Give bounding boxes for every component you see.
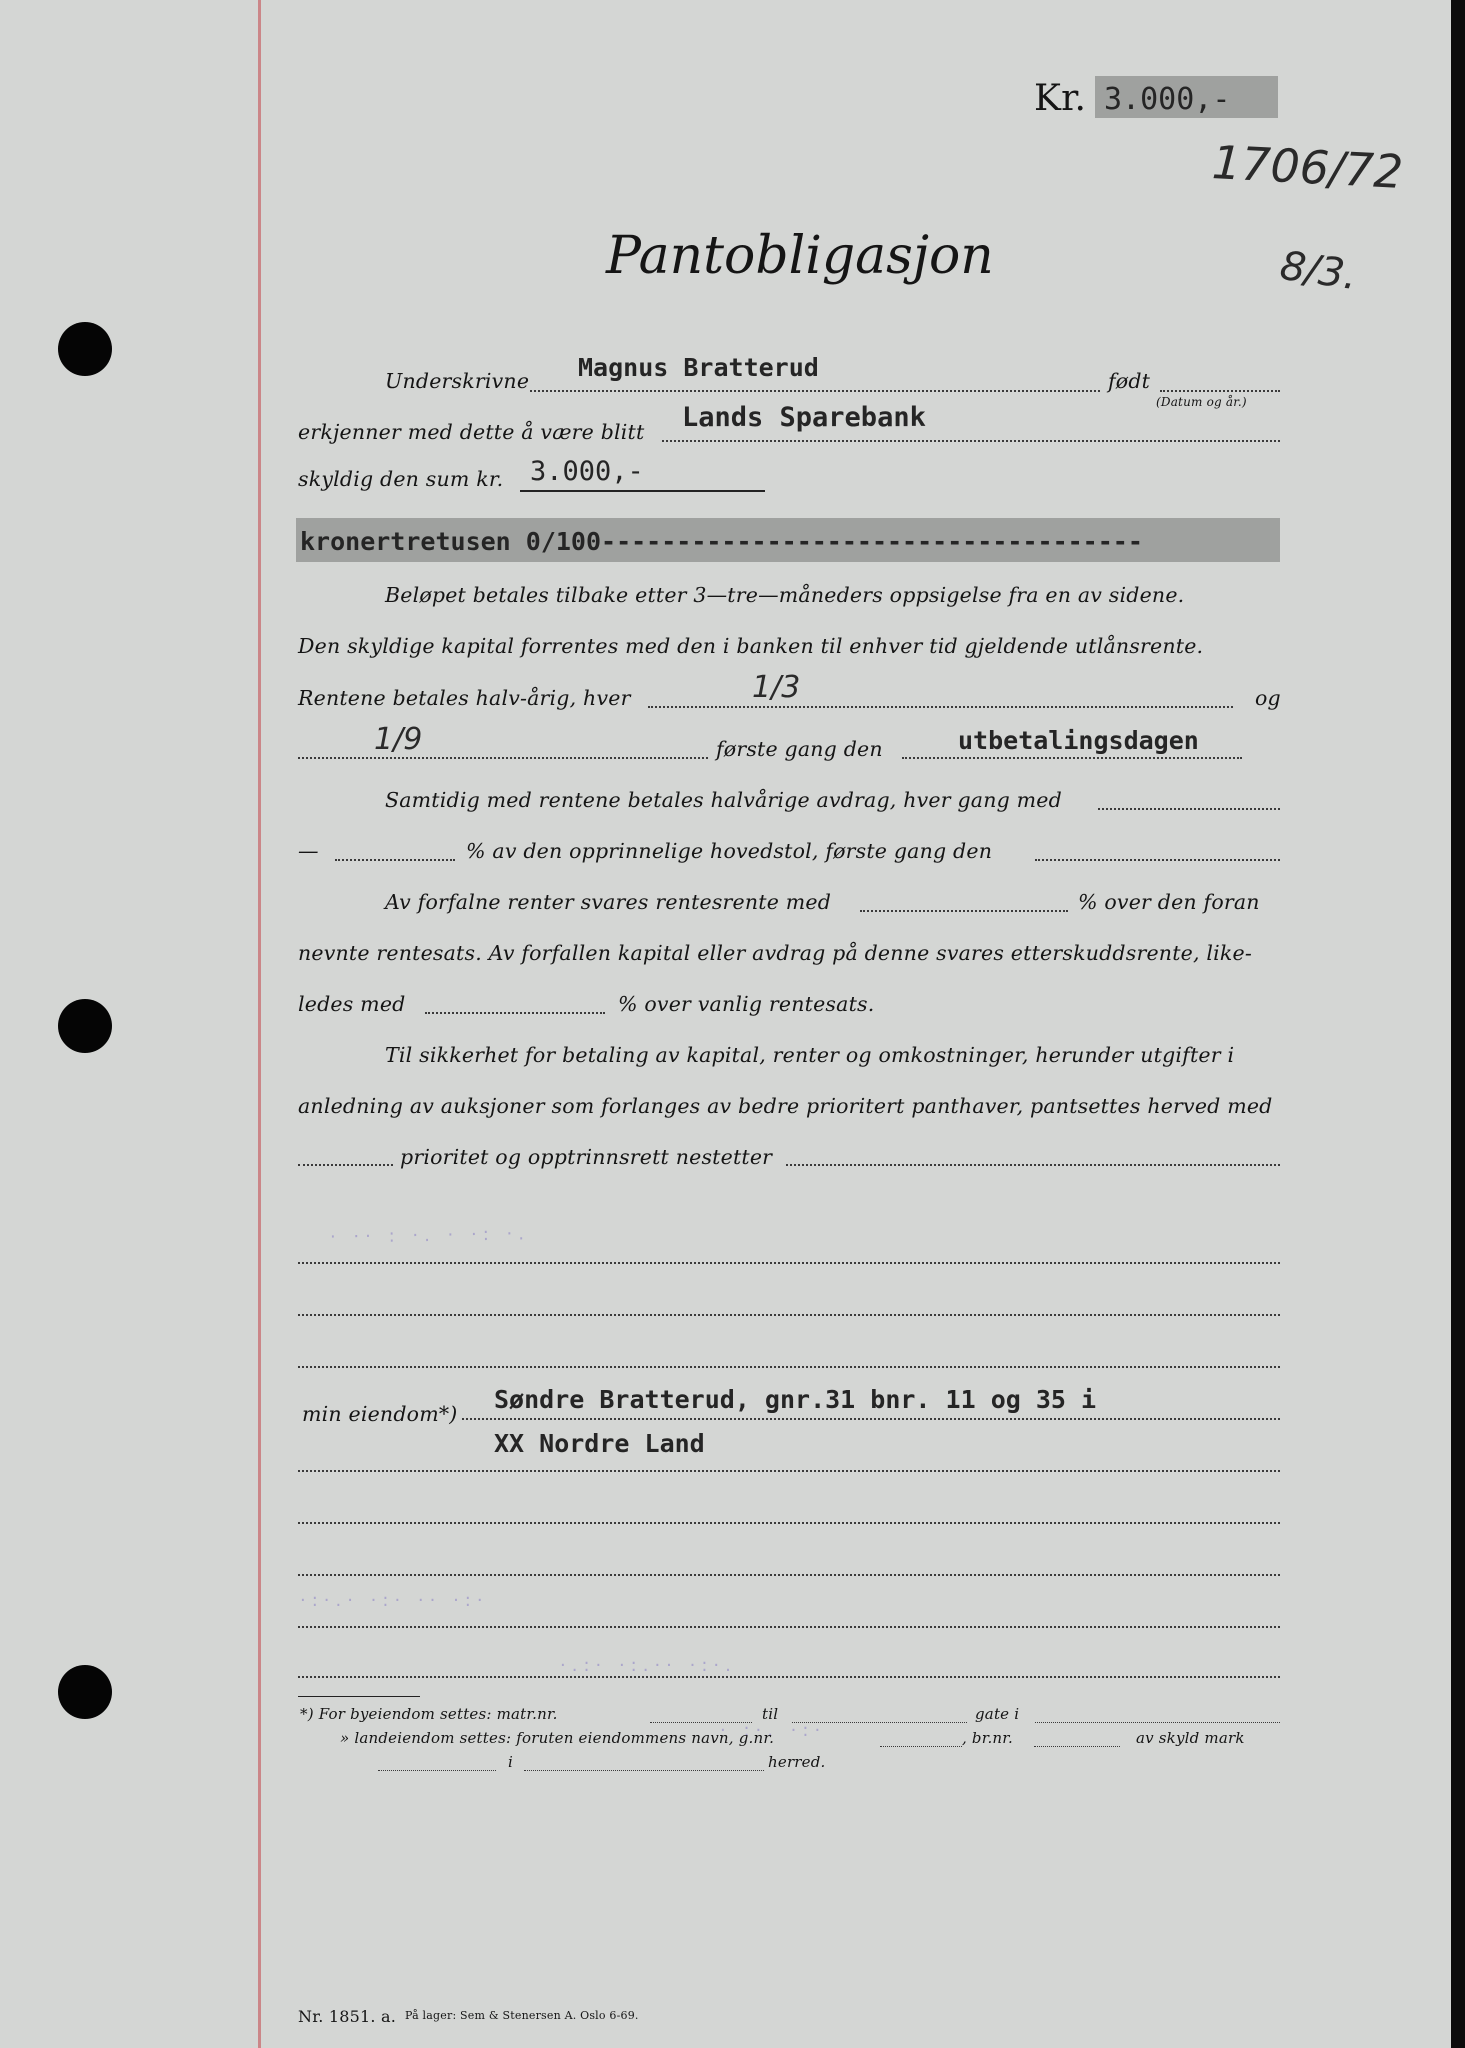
amount-value: 3.000,- (1104, 82, 1231, 117)
faded-stamp-mark: ·.:· ·:.·· ·:·. (560, 1655, 737, 1676)
form-number: Nr. 1851. a. (298, 2007, 396, 2026)
fodt-line (1160, 390, 1280, 392)
printer-imprint: På lager: Sem & Stenersen A. Oslo 6-69. (405, 2009, 639, 2022)
datum-hint: (Datum og år.) (1156, 395, 1247, 409)
rente-date-1: 1/3 (752, 670, 801, 705)
forfalne-field (860, 910, 1068, 912)
prioritet-field (298, 1164, 393, 1166)
ledes-label: ledes med (298, 992, 406, 1016)
ledes-field (425, 1012, 605, 1014)
prioritet-line (786, 1164, 1280, 1166)
blank-line (298, 1314, 1280, 1316)
blank-line (298, 1366, 1280, 1368)
pct-date-field (1035, 859, 1280, 861)
gnr-field (880, 1746, 962, 1747)
term-repayment: Beløpet betales tilbake etter 3—tre—måneders oppsigelse fra en av sidene. (385, 583, 1185, 607)
faded-stamp-mark: ·:·.· ·:· ·· ·:· (300, 1590, 489, 1611)
matr-field (650, 1722, 752, 1723)
til-field (792, 1722, 967, 1723)
forfalne-tail: % over den foran (1078, 890, 1260, 914)
dash-mark: — (298, 839, 319, 863)
footnote-line-2c: av skyld mark (1136, 1729, 1245, 1747)
sum-words: kronertretusen 0/100------------------------------------ (300, 527, 1143, 556)
creditor-line (662, 440, 1280, 442)
forfalne-label: Av forfalne renter svares rentesrente med (385, 890, 832, 914)
blank-line (298, 1626, 1280, 1628)
punch-hole-top (58, 322, 112, 376)
landeiendom-field (378, 1770, 496, 1771)
forste-gang-value: utbetalingsdagen (958, 726, 1199, 755)
page-title: Pantobligasjon (606, 226, 994, 286)
blank-line (298, 1262, 1280, 1264)
amount-prefix: Kr. (1034, 78, 1087, 119)
property-line-2 (298, 1470, 1280, 1472)
punch-hole-bottom (58, 1665, 112, 1719)
sikkerhet-line-1: Til sikkerhet for betaling av kapital, renter og omkostninger, herunder utgifter i (385, 1043, 1235, 1067)
footnote-line-3a: i (508, 1753, 513, 1771)
og-label: og (1255, 686, 1281, 710)
underskrivne-line (530, 390, 1100, 392)
margin-rule (258, 0, 261, 2048)
pct-label: % av den opprinnelige hovedstol, første gang den (466, 839, 993, 863)
avdrag-line: Samtidig med rentene betales halvårige avdrag, hver gang med (385, 788, 1062, 812)
sikkerhet-line-2: anledning av auksjoner som forlanges av bedre prioritert panthaver, pantsettes herved med (298, 1094, 1273, 1118)
sum-value: 3.000,- (530, 456, 644, 487)
gate-field (1035, 1722, 1280, 1723)
rente-date-2: 1/9 (374, 722, 423, 757)
footnote-line-2a: » landeiendom settes: foruten eiendommens navn, g.nr. (340, 1729, 775, 1747)
blank-line (298, 1574, 1280, 1576)
skyldig-label: skyldig den sum kr. (298, 467, 504, 491)
property-label: min eiendom*) (302, 1402, 458, 1426)
prioritet-label: prioritet og opptrinnsrett nestetter (400, 1145, 773, 1169)
underskrivne-value: Magnus Bratterud (578, 353, 819, 382)
footnote-line-1b: til (762, 1705, 779, 1723)
blank-line (298, 1522, 1280, 1524)
erkjenner-label: erkjenner med dette å være blitt (298, 420, 645, 444)
forste-gang-line (902, 757, 1242, 759)
creditor-value: Lands Sparebank (682, 402, 926, 433)
footnote-line-2b: , br.nr. (962, 1729, 1013, 1747)
brnr-field (1034, 1746, 1120, 1747)
scan-edge (1451, 0, 1465, 2048)
footnote-rule (298, 1696, 420, 1697)
pct-field (335, 859, 455, 861)
renter-line (648, 706, 1233, 708)
property-value-1: Søndre Bratterud, gnr.31 bnr. 11 og 35 i (494, 1385, 1097, 1414)
ledes-tail: % over vanlig rentesats. (618, 992, 875, 1016)
footnote-line-1a: *) For byeiendom settes: matr.nr. (300, 1705, 558, 1723)
property-line-1 (462, 1418, 1280, 1420)
rente-date-2-line (298, 757, 708, 759)
forste-gang-label: første gang den (716, 737, 883, 761)
sum-line (520, 490, 765, 492)
underskrivne-label: Underskrivne (385, 369, 530, 393)
fodt-label: født (1108, 369, 1151, 393)
renter-label: Rentene betales halv-årig, hver (298, 686, 631, 710)
term-interest: Den skyldige kapital forrentes med den i banken til enhver tid gjeldende utlånsrente. (298, 634, 1204, 658)
punch-hole-middle (58, 999, 112, 1053)
handwritten-reference-number: 1706/72 (1210, 135, 1405, 199)
nevnte-line: nevnte rentesats. Av forfallen kapital eller avdrag på denne svares etterskuddsrente, like- (298, 941, 1252, 965)
footnote-line-1c: gate i (975, 1705, 1020, 1723)
herred-field (524, 1770, 764, 1771)
faded-stamp-mark: · ·· : ·. · ·: ·. (329, 1223, 531, 1248)
faded-stamp-mark: · :·. ·:· (720, 1720, 827, 1741)
blank-line (298, 1676, 1280, 1678)
avdrag-field (1098, 808, 1280, 810)
footnote-line-3b: herred. (768, 1753, 826, 1771)
handwritten-reference-date: 8/3. (1277, 242, 1360, 300)
property-value-2: XX Nordre Land (494, 1429, 705, 1458)
